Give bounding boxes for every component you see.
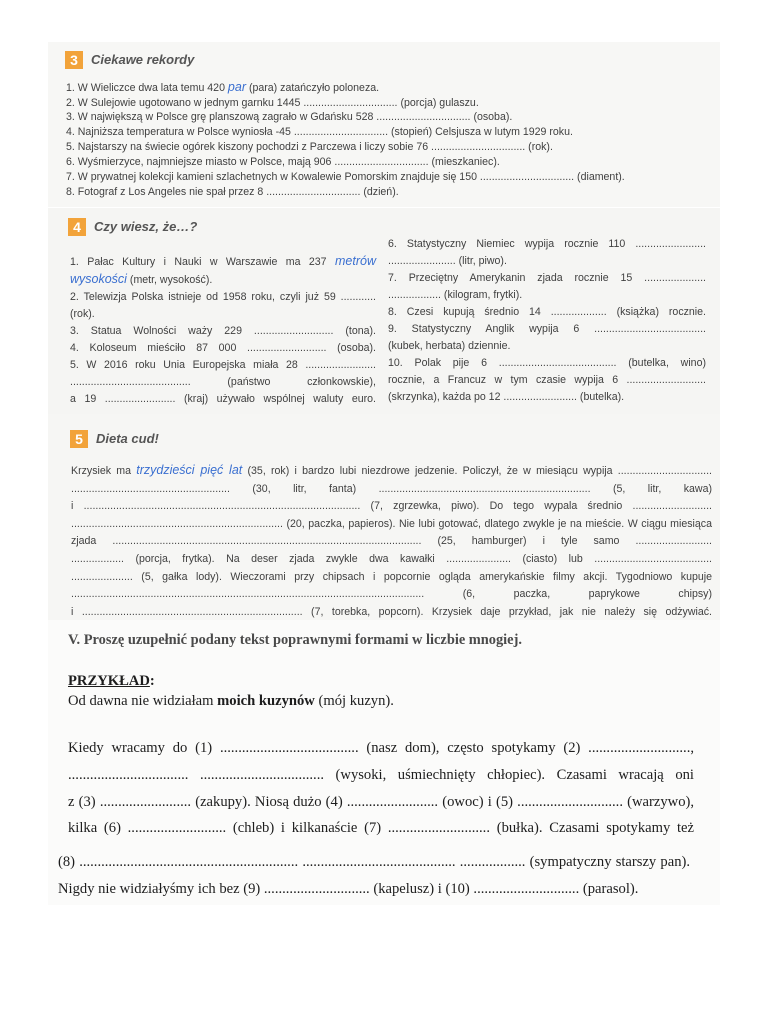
section-4-item: (skrzynka), każda po 12 ......................... (butelka).	[388, 391, 625, 403]
section-3-item: 8. Fotograf z Los Angeles nie spał przez 8 ................................ (dzień).	[66, 186, 399, 198]
section-4-item: 3. Statua Wolności waży 229 ........................... (tona).	[70, 325, 376, 337]
example-label: PRZYKŁAD	[68, 673, 150, 689]
section-5-line: ..................... (5, gałka lody). Wieczorami przy chipsach i popcornie ogląda amerykańskie filmy akcji. Tygodniowo kupuje	[71, 570, 712, 583]
section-5-line: i .............................................................................................. (7, zgrzewka, piwo). Do tego wypala średnio ...........................	[71, 500, 712, 513]
section-3-item: 5. Najstarszy na świecie ogórek kiszony pochodzi z Parczewa i liczy sobie 76 ................................ (rok).	[66, 141, 553, 153]
section-4-item: 5. W 2016 roku Unia Europejska miała 28 ........................	[70, 359, 376, 371]
example-label-line: PRZYKŁAD:	[68, 673, 155, 689]
exercise-v-line: ................................. .................................. (wysoki, uśmiechnięty chłopiec). Czasami wracają oni	[68, 767, 694, 783]
section-4-item: 10. Polak pije 6 ........................................ (butelka, wino)	[388, 357, 706, 369]
example-answer: moich kuzynów	[217, 693, 315, 709]
section-3-title: Ciekawe rekordy	[91, 52, 195, 67]
section-4-item: ....................... (litr, piwo).	[388, 255, 507, 267]
section-5-number-badge: 5	[70, 430, 88, 448]
section-4-title: Czy wiesz, że…?	[94, 219, 198, 234]
section-5-line: ........................................................................ (20, paczka, papieros). Nie lubi gotować, dlatego zwykle je na mieście. W ciągu miesiąca	[71, 517, 712, 530]
section-4-item: (rok).	[70, 308, 95, 320]
section-4-left-column	[70, 253, 376, 408]
section-4-right-column	[388, 236, 706, 406]
section-5-line: ........................................................................................................................ (6, paczka, paprykowe chipsy)	[71, 588, 712, 601]
section-3-item: 1. W Wieliczce dwa lata temu 420 par (para) zatańczyło poloneza.	[66, 80, 380, 94]
section-3-item: 7. W prywatnej kolekcji kamieni szlachetnych w Kowalewie Pomorskim znajduje się 150 ................................ (diament).	[66, 171, 625, 183]
section-5-paragraph	[71, 462, 712, 621]
section-4-item: 1. Pałac Kultury i Nauki w Warszawie ma 237 metrów	[70, 254, 376, 268]
section-4-item: wysokości (metr, wysokość).	[70, 272, 213, 286]
section-5-line: .................. (porcja, frytka). Na deser zjada zwykle dwa kawałki ...................... (ciasto) lub ........................................	[71, 552, 712, 565]
section-4-item: 2. Telewizja Polska istnieje od 1958 roku, czyli już 59 ............	[70, 291, 376, 303]
exercise-v-line: Nigdy nie widziałyśmy ich bez (9) ............................. (kapelusz) i (10) ............................. (parasol).	[58, 881, 639, 897]
section-4-item: 7. Przeciętny Amerykanin zjada rocznie 15 .....................	[388, 272, 706, 284]
section-4-item: 6. Statystyczny Niemiec wypija rocznie 110 ........................	[388, 238, 706, 250]
exercise-v-line: z (3) ......................... (zakupy). Niosą dużo (4) ......................... (owoc) i (5) ............................. (warzywo),	[68, 794, 694, 810]
section-3-item: 3. W największą w Polsce grę planszową zagrało w Gdańsku 528 ................................ (osoba).	[66, 111, 513, 123]
section-4-item: 4. Koloseum mieściło 87 000 ........................... (osoba).	[70, 342, 376, 354]
section-4-item: rocznie, a Francuz w tym czasie wypija 6 ...........................	[388, 374, 706, 386]
section-4-item: 8. Czesi kupują średnio 14 ................... (książka) rocznie.	[388, 306, 706, 318]
exercise-v-heading: V. Proszę uzupełnić podany tekst poprawnymi formami w liczbie mnogiej.	[68, 632, 522, 648]
section-3-number-badge: 3	[65, 51, 83, 69]
handwritten-answer: metrów	[335, 254, 376, 268]
section-5-line: Krzysiek ma trzydzieści pięć lat (35, rok) i bardzo lubi niezdrowe jedzenie. Policzył, że w miesiącu wypija ................................	[71, 463, 712, 477]
section-4-item: .................. (kilogram, frytki).	[388, 289, 523, 301]
handwritten-answer: par	[227, 80, 246, 94]
section-3-item: 2. W Sulejowie ugotowano w jednym garnku 1445 ................................ (porcja) gulaszu.	[66, 97, 479, 109]
section-5-line: i ........................................................................... (7, torebka, popcorn). Krzysiek daje przykład, jak nie należy się odżywiać.	[71, 605, 712, 618]
section-4-item: 9. Statystyczny Anglik wypija 6 ......................................	[388, 323, 706, 335]
section-5-line: ...................................................... (30, litr, fanta) ........................................................................ (5, litr, kawa)	[71, 482, 712, 495]
section-4-item: (kubek, herbata) dziennie.	[388, 340, 511, 352]
handwritten-answer: trzydzieści pięć lat	[136, 463, 243, 477]
handwritten-answer: wysokości	[70, 272, 127, 286]
section-4-item: a 19 ........................ (kraj) używało wspólnej waluty euro.	[70, 393, 376, 405]
section-5-title: Dieta cud!	[96, 431, 159, 446]
section-3-item: 4. Najniższa temperatura w Polsce wyniosła -45 ................................ (stopień) Celsjusza w lutym 1929 roku.	[66, 126, 573, 138]
exercise-v-line: (8) ............................................................ .......................................... .................. (sympatyczny starszy pan).	[58, 854, 690, 870]
section-5-line: zjada ......................................................................................................... (25, hamburger) i tyle samo ..........................	[71, 535, 712, 548]
example-sentence: Od dawna nie widziałam moich kuzynów (mój kuzyn).	[68, 693, 394, 709]
section-4-number-badge: 4	[68, 218, 86, 236]
exercise-v-line: kilka (6) ........................... (chleb) i kilkanaście (7) ............................ (bułka). Czasami spotykamy też	[68, 820, 694, 836]
section-3-item: 6. Wyśmierzyce, najmniejsze miasto w Polsce, mają 906 ................................ (mieszkaniec).	[66, 156, 500, 168]
section-4-item: ......................................... (państwo członkowskie),	[70, 376, 376, 388]
exercise-v-line: Kiedy wracamy do (1) ...................................... (nasz dom), często spotykamy (2) ............................,	[68, 740, 694, 756]
